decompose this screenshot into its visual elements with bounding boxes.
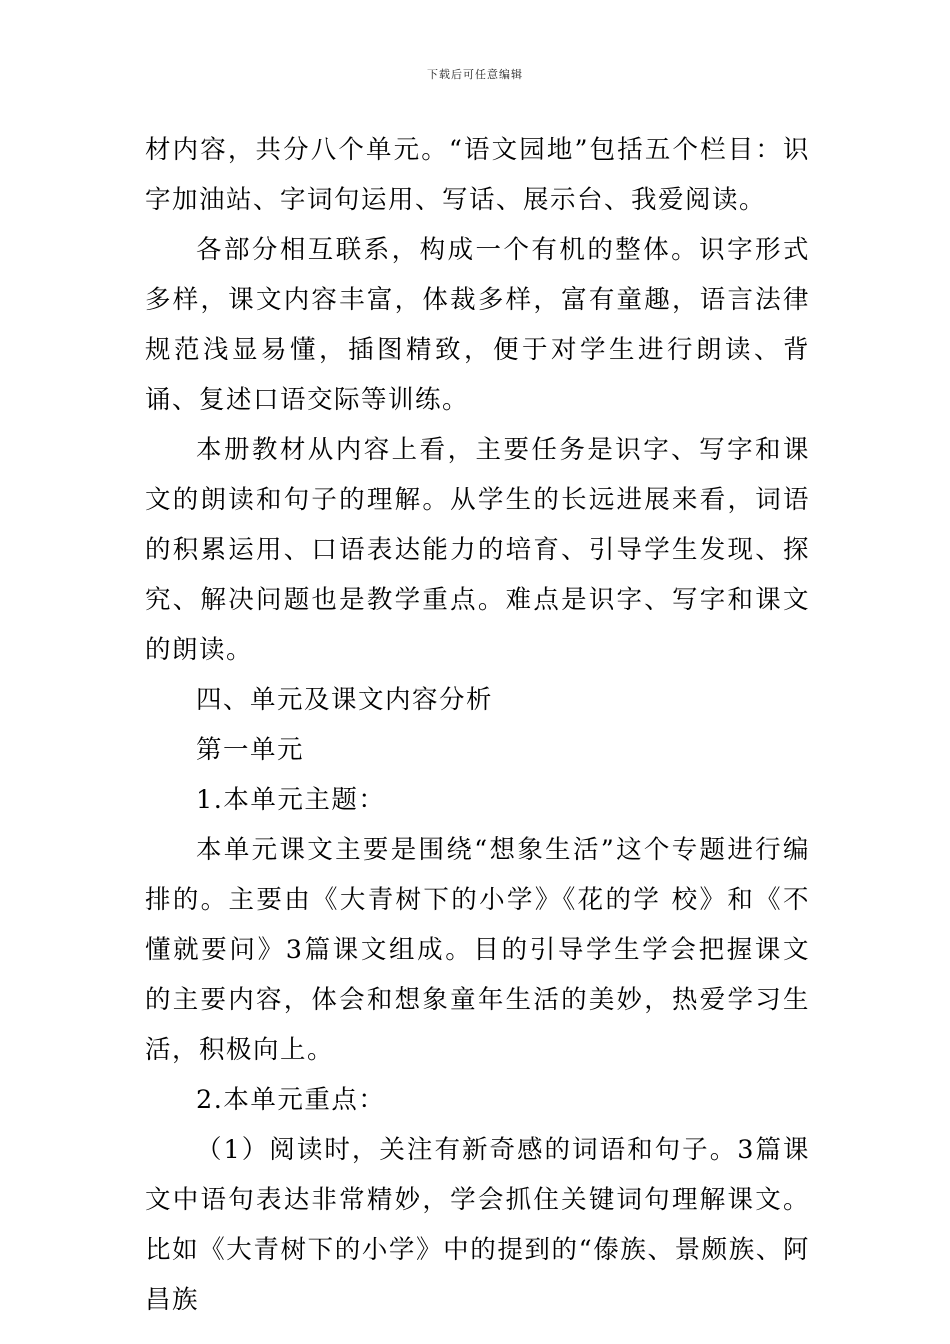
document-body [145,125,810,1325]
paragraph: （1）阅读时，关注有新奇感的词语和句子。3篇课文中语句表达非常精妙，学会抓住关键词句理解课文。比如《大青树下的小学》中的提到的“傣族、景颇族、阿昌族 [145,1135,810,1315]
section-heading: 四、单元及课文内容分析 [196,685,494,715]
subheading: 2.本单元重点： [196,1085,386,1115]
paragraph: 本单元课文主要是围绕“想象生活”这个专题进行编排的。主要由《大青树下的小学》《花的学 校》和《不懂就要问》3篇课文组成。目的引导学生学会把握课文的主要内容，体会和想象童年生活的美妙，热爱学习生活，积极向上。 [145,835,810,1065]
page-header: 下载后可任意编辑 [427,68,523,81]
unit-heading: 第一单元 [196,735,305,765]
paragraph-continuation: 材内容，共分八个单元。“语文园地”包括五个栏目：识字加油站、字词句运用、写话、展示台、我爱阅读。 [145,135,810,215]
subheading: 1.本单元主题： [196,785,386,815]
paragraph: 各部分相互联系，构成一个有机的整体。识字形式多样，课文内容丰富，体裁多样，富有童趣，语言法律规范浅显易懂，插图精致，便于对学生进行朗读、背诵、复述口语交际等训练。 [145,235,810,415]
paragraph: 本册教材从内容上看，主要任务是识字、写字和课文的朗读和句子的理解。从学生的长远进展来看，词语的积累运用、口语表达能力的培育、引导学生发现、探究、解决问题也是教学重点。难点是识字、写字和课文的朗读。 [145,435,810,665]
